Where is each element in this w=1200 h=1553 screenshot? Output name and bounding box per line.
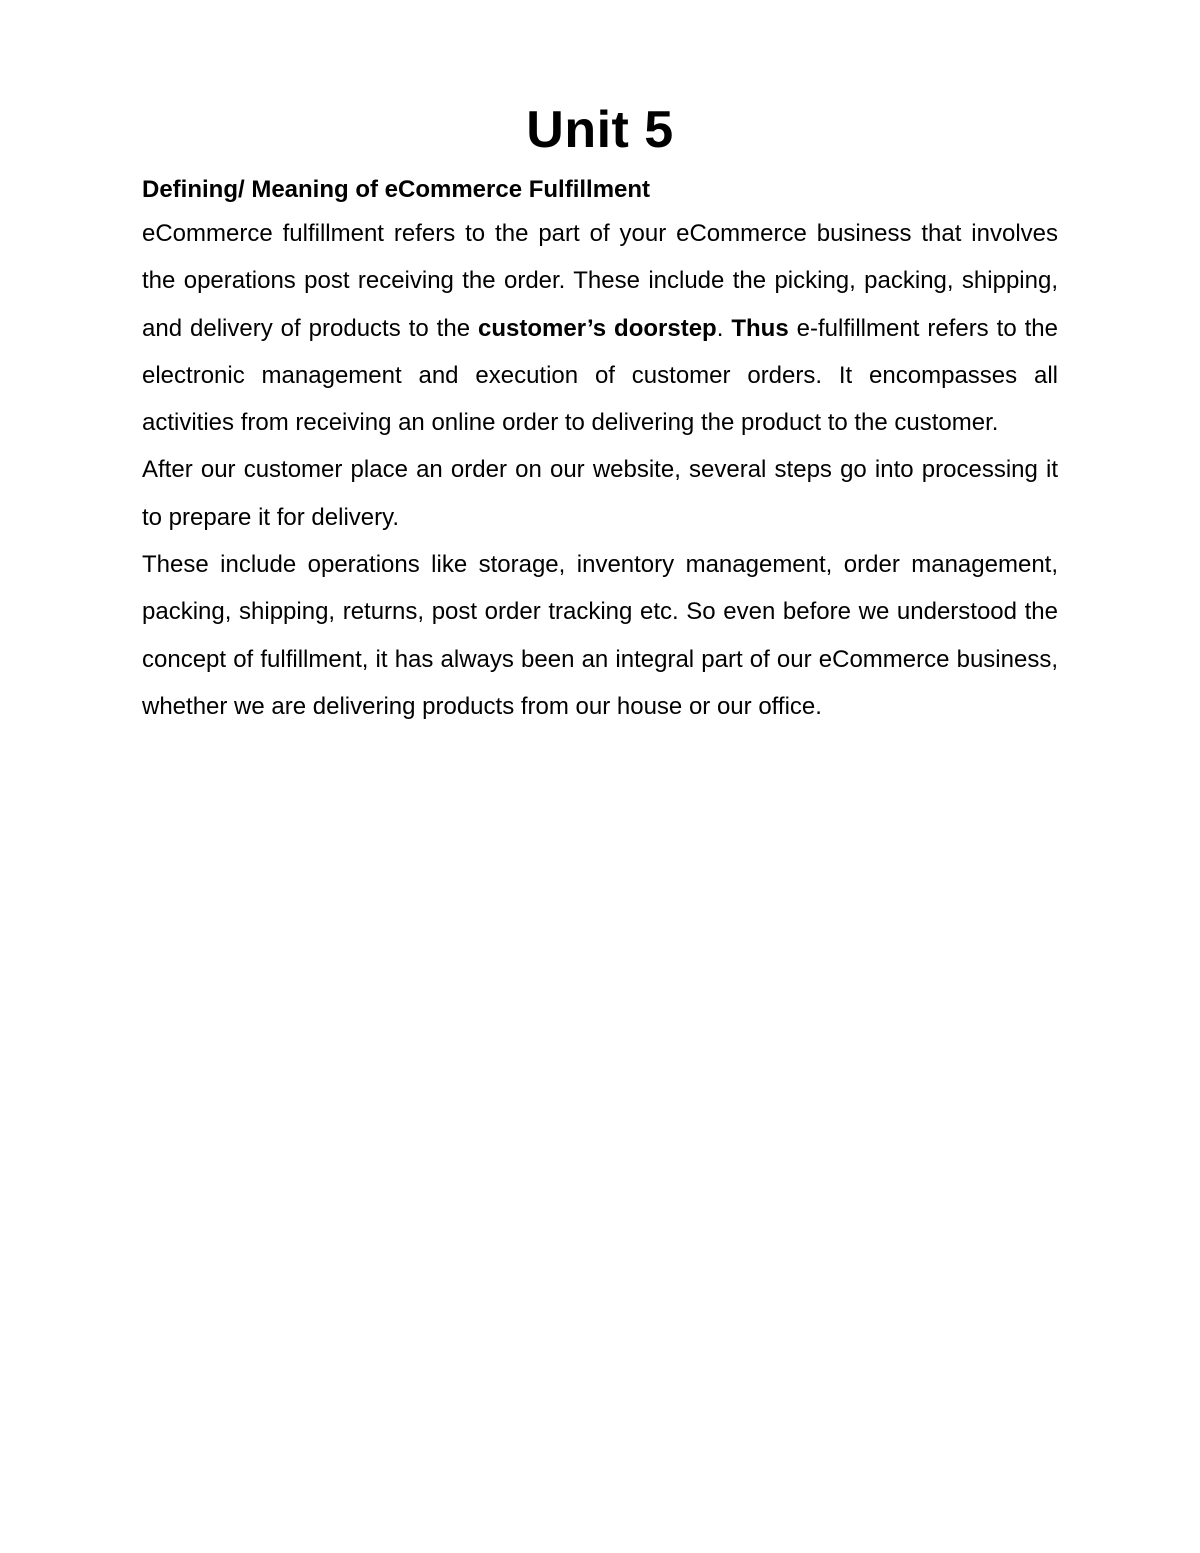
paragraph-order-processing: After our customer place an order on our website, several steps go into processing it to prepare it for delivery. bbox=[142, 456, 1058, 531]
paragraph-definition-text-2: . bbox=[716, 314, 732, 342]
paragraph-definition-text-1: eCommerce fulfillment refers to the part of your eCommerce business that involves the operations post receiving the order. These include the picking, packing, shipping, and delivery of products to the bbox=[142, 220, 1058, 342]
document-title: Unit 5 bbox=[526, 101, 674, 159]
bold-customers-doorstep: customer’s doorstep bbox=[478, 314, 717, 342]
paragraph-definition bbox=[142, 210, 1058, 446]
paragraph-operations: These include operations like storage, inventory management, order management, packing, shipping, returns, post order tracking etc. So even before we understood the concept of fulfillment, it has always been an integral part of our eCommerce business, whether we are delivering products from our house or our office. bbox=[142, 551, 1058, 720]
document-page bbox=[142, 100, 1058, 730]
bold-thus: Thus bbox=[731, 314, 789, 342]
paragraph-definition-text-3: e-fulfillment refers to the electronic management and execution of customer orders. It encompasses all activities from receiving an online order to delivering the product to the customer. bbox=[142, 314, 1059, 437]
section-heading: Defining/ Meaning of eCommerce Fulfillment bbox=[142, 176, 651, 203]
